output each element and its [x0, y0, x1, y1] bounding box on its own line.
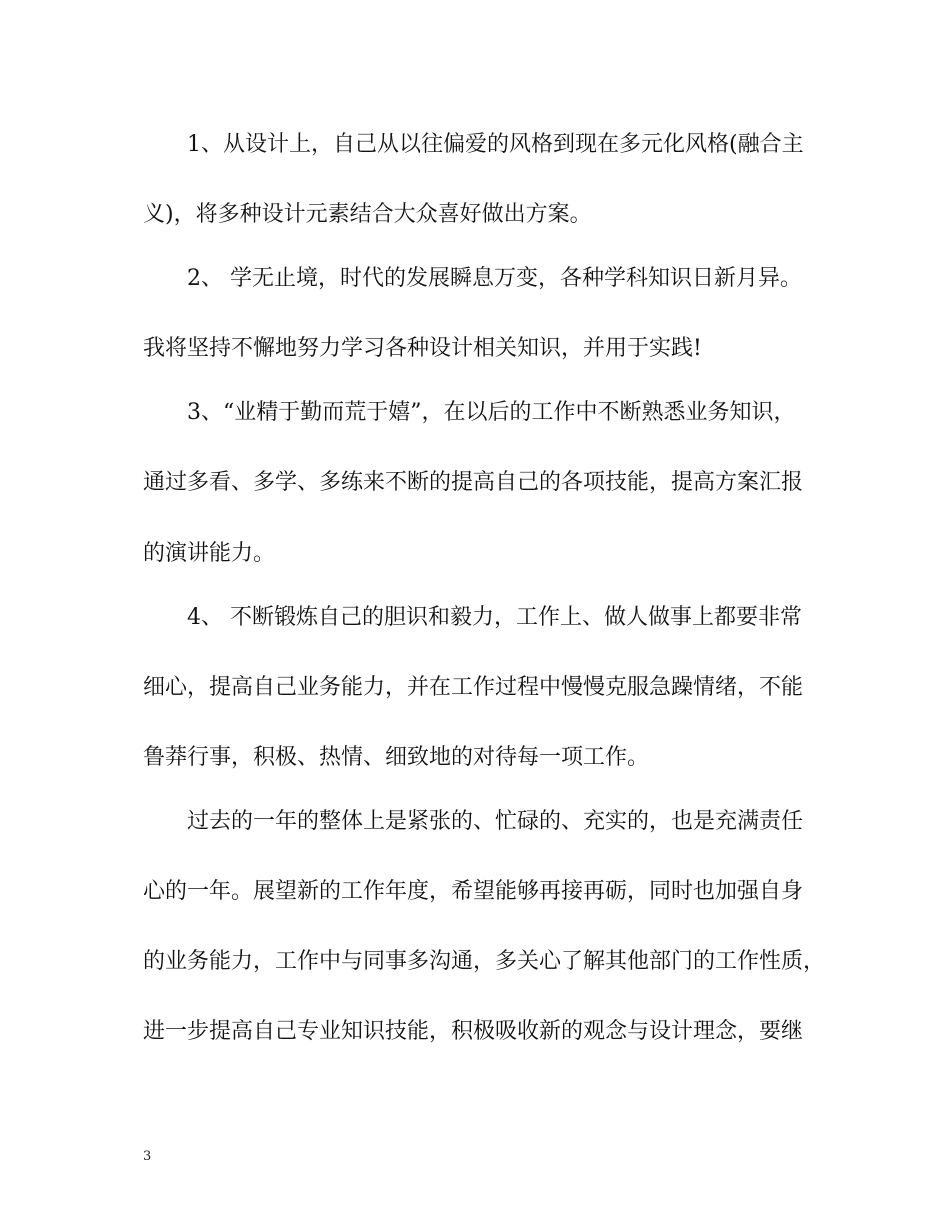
text-line-10: 鲁莽行事，积极、热情、细致地的对待每一项工作。: [143, 745, 650, 770]
text-line-5: 3、“业精于勤而荒于嬉”，在以后的工作中不断熟悉业务知识，: [187, 400, 796, 425]
text-line-12: 心的一年。展望新的工作年度，希望能够再接再砺，同时也加强自身: [143, 879, 804, 904]
text-line-3: 2、 学无止境，时代的发展瞬息万变，各种学科知识日新月异。: [187, 266, 802, 291]
text-line-6: 通过多看、多学、多练来不断的提高自己的各项技能，提高方案汇报: [143, 470, 804, 495]
text-line-1: 1、从设计上，自己从以往偏爱的风格到现在多元化风格(融合主: [187, 132, 804, 157]
text-line-2: 义)，将多种设计元素结合大众喜好做出方案。: [143, 202, 592, 227]
text-line-14: 进一步提高自己专业知识技能，积极吸收新的观念与设计理念，要继: [143, 1019, 804, 1044]
text-line-9: 细心，提高自己业务能力，并在工作过程中慢慢克服急躁情绪，不能: [143, 675, 804, 700]
text-line-4: 我将坚持不懈地努力学习各种设计相关知识，并用于实践!: [143, 336, 702, 361]
text-line-13: 的业务能力，工作中与同事多沟通，多关心了解其他部门的工作性质，: [143, 949, 826, 974]
text-line-7: 的演讲能力。: [143, 541, 276, 566]
text-line-11: 过去的一年的整体上是紧张的、忙碌的、充实的，也是充满责任: [187, 809, 804, 834]
page-number: 3: [143, 1149, 152, 1164]
text-line-8: 4、 不断锻炼自己的胆识和毅力，工作上、做人做事上都要非常: [187, 605, 802, 630]
